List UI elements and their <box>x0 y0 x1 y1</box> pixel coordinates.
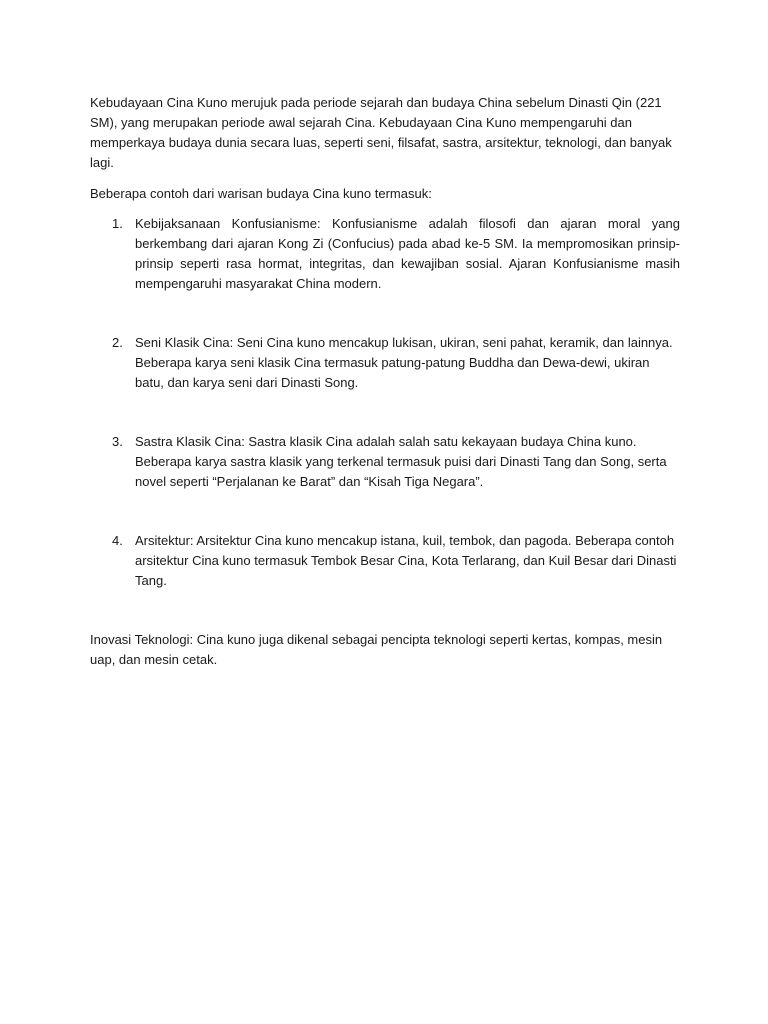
closing-paragraph: Inovasi Teknologi: Cina kuno juga dikenal sebagai pencipta teknologi seperti kertas, kompas, mesin uap, dan mesin cetak. <box>90 632 663 667</box>
list-item <box>90 214 680 294</box>
list-item <box>90 432 680 492</box>
list-item-number: 3. <box>112 434 123 449</box>
list-item-number: 2. <box>112 335 123 350</box>
lead-paragraph: Beberapa contoh dari warisan budaya Cina kuno termasuk: <box>90 186 432 201</box>
list-item-text: Kebijaksanaan Konfusianisme: Konfusianisme adalah filosofi dan ajaran moral yang berkembang dari ajaran Kong Zi (Confucius) pada abad ke-5 SM. Ia mempromosikan prinsip-prinsip seperti rasa hormat, integritas, dan kewajiban sosial. Ajaran Konfusianisme masih mempengaruhi masyarakat China modern. <box>135 216 680 291</box>
list-item-text: Arsitektur: Arsitektur Cina kuno mencakup istana, kuil, tembok, dan pagoda. Beberapa contoh arsitektur Cina kuno termasuk Tembok Besar Cina, Kota Terlarang, dan Kuil Besar dari Dinasti Tang. <box>135 533 677 588</box>
document-body <box>90 93 680 670</box>
heritage-list <box>90 214 680 591</box>
list-item <box>90 531 680 591</box>
list-item-text: Sastra Klasik Cina: Sastra klasik Cina adalah salah satu kekayaan budaya China kuno. Beberapa karya sastra klasik yang terkenal termasuk puisi dari Dinasti Tang dan Song, serta novel seperti “Perjalanan ke Barat” dan “Kisah Tiga Negara”. <box>135 434 667 489</box>
list-item <box>90 333 680 393</box>
list-item-number: 4. <box>112 533 123 548</box>
list-item-text: Seni Klasik Cina: Seni Cina kuno mencakup lukisan, ukiran, seni pahat, keramik, dan lainnya. Beberapa karya seni klasik Cina termasuk patung-patung Buddha dan Dewa-dewi, ukiran batu, dan karya seni dari Dinasti Song. <box>135 335 673 390</box>
list-item-number: 1. <box>112 216 123 231</box>
intro-paragraph: Kebudayaan Cina Kuno merujuk pada periode sejarah dan budaya China sebelum Dinasti Qin (221 SM), yang merupakan periode awal sejarah Cina. Kebudayaan Cina Kuno mempengaruhi dan memperkaya budaya dunia secara luas, seperti seni, filsafat, sastra, arsitektur, teknologi, dan banyak lagi. <box>90 95 672 170</box>
